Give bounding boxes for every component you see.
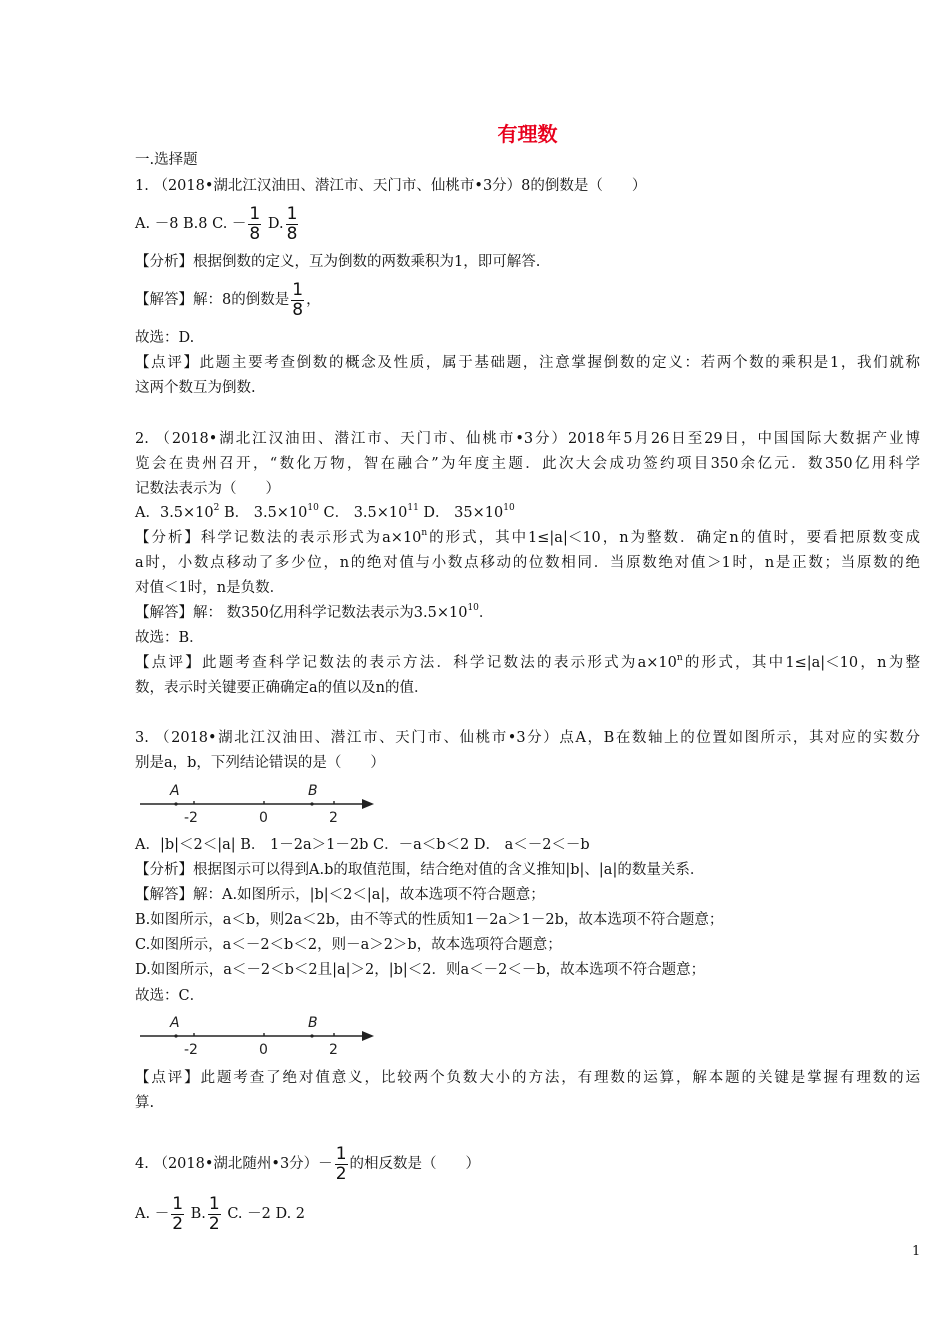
q3-answer-b: B.如图所示，a＜b，则2a＜2b，由不等式的性质知1－2a＞1－2b，故本选项不符合题意；	[135, 912, 724, 928]
axis-arrow	[362, 799, 374, 809]
q1-frac-c: $\frac{1}{8}$	[249, 203, 261, 244]
q3-stem-1: 3. （2018•湖北江汉油田、潜江市、天门市、仙桃市•3分）点A，B在数轴上的位置如图所示，其对应的实数分	[135, 730, 920, 746]
tick-label-neg2: -2	[184, 810, 198, 826]
point-b-mark	[310, 1034, 313, 1037]
q1-stem: 1. （2018•湖北江汉油田、潜江市、天门市、仙桃市•3分）8的倒数是（ ）	[135, 178, 647, 194]
q1-comment-1: 【点评】此题主要考查倒数的概念及性质，属于基础题，注意掌握倒数的定义：若两个数的乘积是1，我们就称	[135, 355, 920, 371]
tick-label-2: 2	[329, 1042, 338, 1058]
q3-comment-2: 算.	[135, 1095, 155, 1111]
q2-answer: 【解答】解： 数350亿用科学记数法表示为$3.5\times 10^{10}$．	[135, 603, 494, 621]
q1-frac-d: $\frac{1}{8}$	[286, 203, 298, 244]
label-a: A	[170, 783, 180, 799]
tick-label-0: 0	[259, 1042, 268, 1058]
section-heading: 一.选择题	[135, 152, 198, 168]
q1-answer-frac: $\frac{1}{8}$	[292, 279, 304, 320]
q3-comment-1: 【点评】此题考查了绝对值意义，比较两个负数大小的方法，有理数的运算，解本题的关键是掌握有理数的运	[135, 1070, 920, 1086]
point-b-mark	[310, 802, 313, 805]
tick-label-neg2: -2	[184, 1042, 198, 1058]
q1-choice: 故选：D.	[135, 330, 195, 346]
q3-number-line-2	[138, 1012, 378, 1062]
label-a: A	[170, 1015, 180, 1031]
q2-stem-1: 2. （2018•湖北江汉油田、潜江市、天门市、仙桃市•3分）2018年5月26日至29日，中国国际大数据产业博	[135, 431, 920, 447]
q3-options: A．|b|＜2＜|a| B． 1－2a＞1－2b C．－a＜b＜2 D． a＜－2＜－b	[135, 837, 590, 853]
q2-analysis-2: a时，小数点移动了多少位，n的绝对值与小数点移动的位数相同．当原数绝对值＞1时，n是正数；当原数的绝	[135, 555, 920, 571]
q3-answer-c: C.如图所示，a＜－2＜b＜2，则－a＞2＞b，故本选项符合题意；	[135, 937, 562, 953]
q2-stem-2: 览会在贵州召开，“数化万物，智在融合”为年度主题．此次大会成功签约项目350余亿元．数350亿用科学	[135, 456, 920, 472]
q3-answer-a: 【解答】解：A.如图所示，|b|＜2＜|a|，故本选项不符合题意；	[135, 887, 545, 903]
q4-stem: 4. （2018•湖北随州•3分）－ $\frac{1}{2}$ 的相反数是（ ）	[135, 1143, 481, 1184]
q2-options: A．$3.5\times 10^2$ B． $3.5\times 10^{10}$ C． $3.5\times 10^{11}$ D． $35\times 10^{10}$	[135, 503, 515, 521]
q2-comment-2: 数，表示时关键要正确确定a的值以及n的值．	[135, 680, 429, 696]
q3-choice: 故选：C．	[135, 988, 205, 1004]
q3-stem-2: 别是a，b，下列结论错误的是（ ）	[135, 755, 385, 771]
q2-stem-3: 记数法表示为（ ）	[135, 481, 280, 497]
q2-analysis-1: 【分析】科学记数法的表示形式为$a\times 10^n$的形式，其中1≤|a|＜10，n为整数．确定n的值时，要看把原数变成	[135, 528, 920, 546]
q4-frac-a: $\frac{1}{2}$	[172, 1193, 184, 1234]
q4-options: A. － $\frac{1}{2}$ B. $\frac{1}{2}$ C. －2 D. 2	[135, 1193, 306, 1234]
page-number: 1	[912, 1244, 921, 1259]
q3-analysis: 【分析】根据图示可以得到A.b的取值范围，结合绝对值的含义推知|b|、|a|的数量关系．	[135, 862, 705, 878]
q4-frac-b: $\frac{1}{2}$	[208, 1193, 220, 1234]
point-a-mark	[174, 1034, 177, 1037]
q3-number-line-1	[138, 780, 378, 830]
tick-label-0: 0	[259, 810, 268, 826]
label-b: B	[308, 783, 318, 799]
q3-answer-d: D.如图所示，a＜－2＜b＜2且|a|＞2，|b|＜2．则a＜－2＜－b，故本选项不符合题意；	[135, 962, 706, 978]
label-b: B	[308, 1015, 318, 1031]
q2-choice: 故选：B．	[135, 630, 204, 646]
q1-analysis: 【分析】根据倒数的定义，互为倒数的两数乘积为1，即可解答.	[135, 254, 541, 270]
axis-arrow	[362, 1031, 374, 1041]
q2-analysis-3: 对值＜1时，n是负数．	[135, 580, 285, 596]
tick-label-2: 2	[329, 810, 338, 826]
q2-comment-1: 【点评】此题考查科学记数法的表示方法．科学记数法的表示形式为$a\times 10^n$的形式，其中1≤|a|＜10，n为整	[135, 653, 920, 671]
q1-answer: 【解答】解：8的倒数是 $\frac{1}{8}$ ，	[135, 279, 321, 320]
q1-options: A. －8 B.8 C. － $\frac{1}{8}$ D. $\frac{1}{8}$	[135, 203, 298, 244]
q1-comment-2: 这两个数互为倒数.	[135, 380, 256, 396]
point-a-mark	[174, 802, 177, 805]
page-title: 有理数	[497, 122, 558, 146]
q4-stem-frac: $\frac{1}{2}$	[335, 1143, 347, 1184]
